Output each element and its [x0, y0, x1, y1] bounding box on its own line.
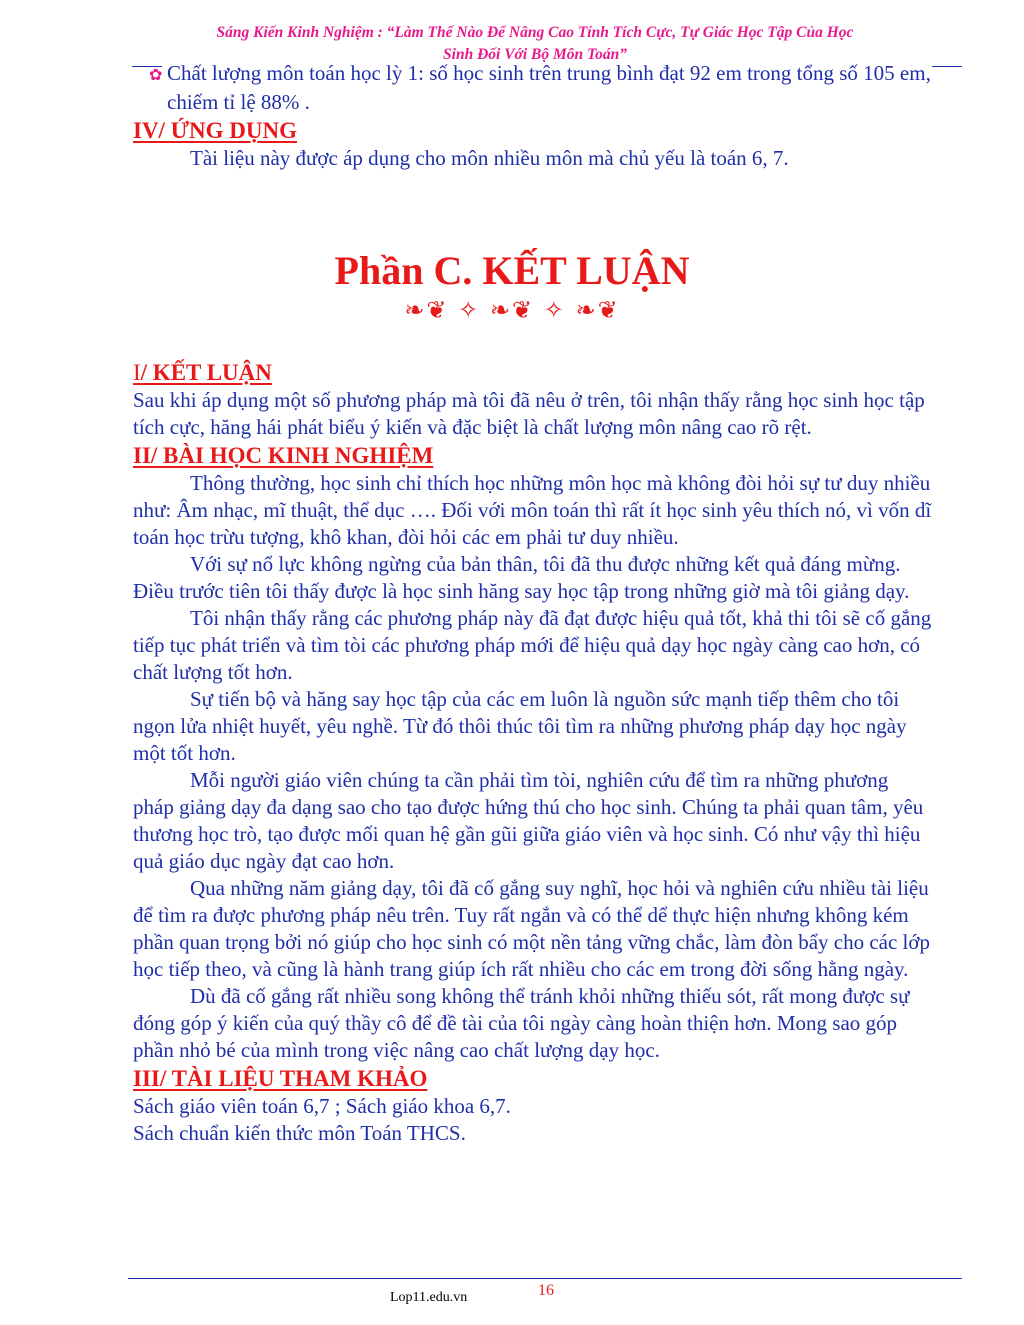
part-c-title: Phần C. KẾT LUẬN — [334, 248, 690, 293]
footer-rule — [128, 1278, 962, 1279]
page-content — [133, 60, 933, 1147]
ornament-divider: ❧❦ ✧ ❧❦ ✧ ❧❦ — [404, 296, 620, 324]
section-iii-heading: III/ TÀI LIỆU THAM KHẢO — [133, 1066, 428, 1091]
section-ii-paragraph: Sự tiến bộ và hăng say học tập của các em luôn là nguồn sức mạnh tiếp thêm cho tôi ngọn lửa nhiệt huyết, yêu nghề. Từ đó thôi thúc tôi tìm ra những phương pháp dạy học ngày một tốt hơn. — [133, 687, 907, 765]
reference-line: Sách giáo viên toán 6,7 ; Sách giáo khoa 6,7. — [133, 1094, 511, 1118]
section-ii-heading: II/ BÀI HỌC KINH NGHIỆM — [133, 443, 434, 468]
section-ii-paragraph: Tôi nhận thấy rằng các phương pháp này đã đạt được hiệu quả tốt, khả thi tôi sẽ cố gắng tiếp tục phát triển và tìm tòi các phương pháp mới để hiệu quả dạy học ngày càng cao hơn, có chất lượng tốt hơn. — [133, 606, 932, 684]
header-line-2: Sinh Đối Với Bộ Môn Toán” — [443, 46, 627, 63]
header-line-1: Sáng Kiến Kinh Nghiệm : “Làm Thế Nào Để Nâng Cao Tính Tích Cực, Tự Giác Học Tập Của Học — [216, 24, 854, 41]
result-bullet — [133, 60, 933, 116]
reference-line: Sách chuẩn kiến thức môn Toán THCS. — [133, 1121, 466, 1145]
flower-icon: ✿ — [149, 67, 163, 84]
section-ii-paragraph: Thông thường, học sinh chỉ thích học những môn học mà không đòi hỏi sự tư duy nhiều như: Âm nhạc, mĩ thuật, thể dục …. Đối với môn toán thì rất ít học sinh yêu thích nó, vì vốn dĩ toán học trừu tượng, khô khan, đòi hỏi các em phải tư duy nhiều. — [133, 471, 932, 549]
section-i-text: Sau khi áp dụng một số phương pháp mà tôi đã nêu ở trên, tôi nhận thấy rằng học sinh học tập tích cực, hăng hái phát biểu ý kiến và đặc biệt là chất lượng môn nâng cao rõ rệt. — [133, 388, 925, 439]
section-ii-paragraph: Qua những năm giảng dạy, tôi đã cố gắng suy nghĩ, học hỏi và nghiên cứu nhiều tài liệu để tìm ra được phương pháp nêu trên. Tuy rất ngắn và có thể dể thực hiện nhưng không kém phần quan trọng bởi nó giúp cho học sinh có một nền tảng vững chắc, làm đòn bẩy cho các lớp học tiếp theo, và cũng là hành trang giúp ích rất nhiều cho các em trong đời sống hằng ngày. — [133, 876, 930, 981]
section-i-heading — [133, 358, 933, 387]
section-ii-paragraph: Mỗi người giáo viên chúng ta cần phải tìm tòi, nghiên cứu để tìm ra những phương pháp giảng dạy đa dạng sao cho tạo được hứng thú cho học sinh. Chúng ta phải quan tâm, yêu thương học trò, tạo được mối quan hệ gần gũi giữa giáo viên và học sinh. Có như vậy thì hiệu quả giáo dục ngày đạt cao hơn. — [133, 768, 924, 873]
section-i-heading-prefix: I — [133, 360, 141, 385]
header-rule-right — [932, 66, 962, 67]
section-iv-heading: IV/ ỨNG DỤNG — [133, 118, 297, 143]
footer-site: Lop11.edu.vn — [390, 1290, 468, 1305]
section-iv-text: Tài liệu này được áp dụng cho môn nhiều môn mà chủ yếu là toán 6, 7. — [190, 146, 789, 170]
section-i-heading-rest: / KẾT LUẬN — [140, 360, 272, 385]
section-ii-paragraph: Với sự nổ lực không ngừng của bản thân, tôi đã thu được những kết quả đáng mừng. Điều trước tiên tôi thấy được là học sinh hăng say học tập trong những giờ mà tôi giảng dạy. — [133, 552, 910, 603]
section-ii-paragraph: Dù đã cố gắng rất nhiều song không thể tránh khỏi những thiếu sót, rất mong được sự đóng góp ý kiến của quý thầy cô để đề tài của tôi ngày càng hoàn thiện hơn. Mong sao góp phần nhỏ bé của mình trong việc nâng cao chất lượng dạy học. — [133, 984, 910, 1062]
page-number: 16 — [538, 1282, 554, 1299]
result-bullet-text: Chất lượng môn toán học lỳ 1: số học sinh trên trung bình đạt 92 em trong tổng số 105 em, chiếm tỉ lệ 88% . — [167, 61, 931, 114]
